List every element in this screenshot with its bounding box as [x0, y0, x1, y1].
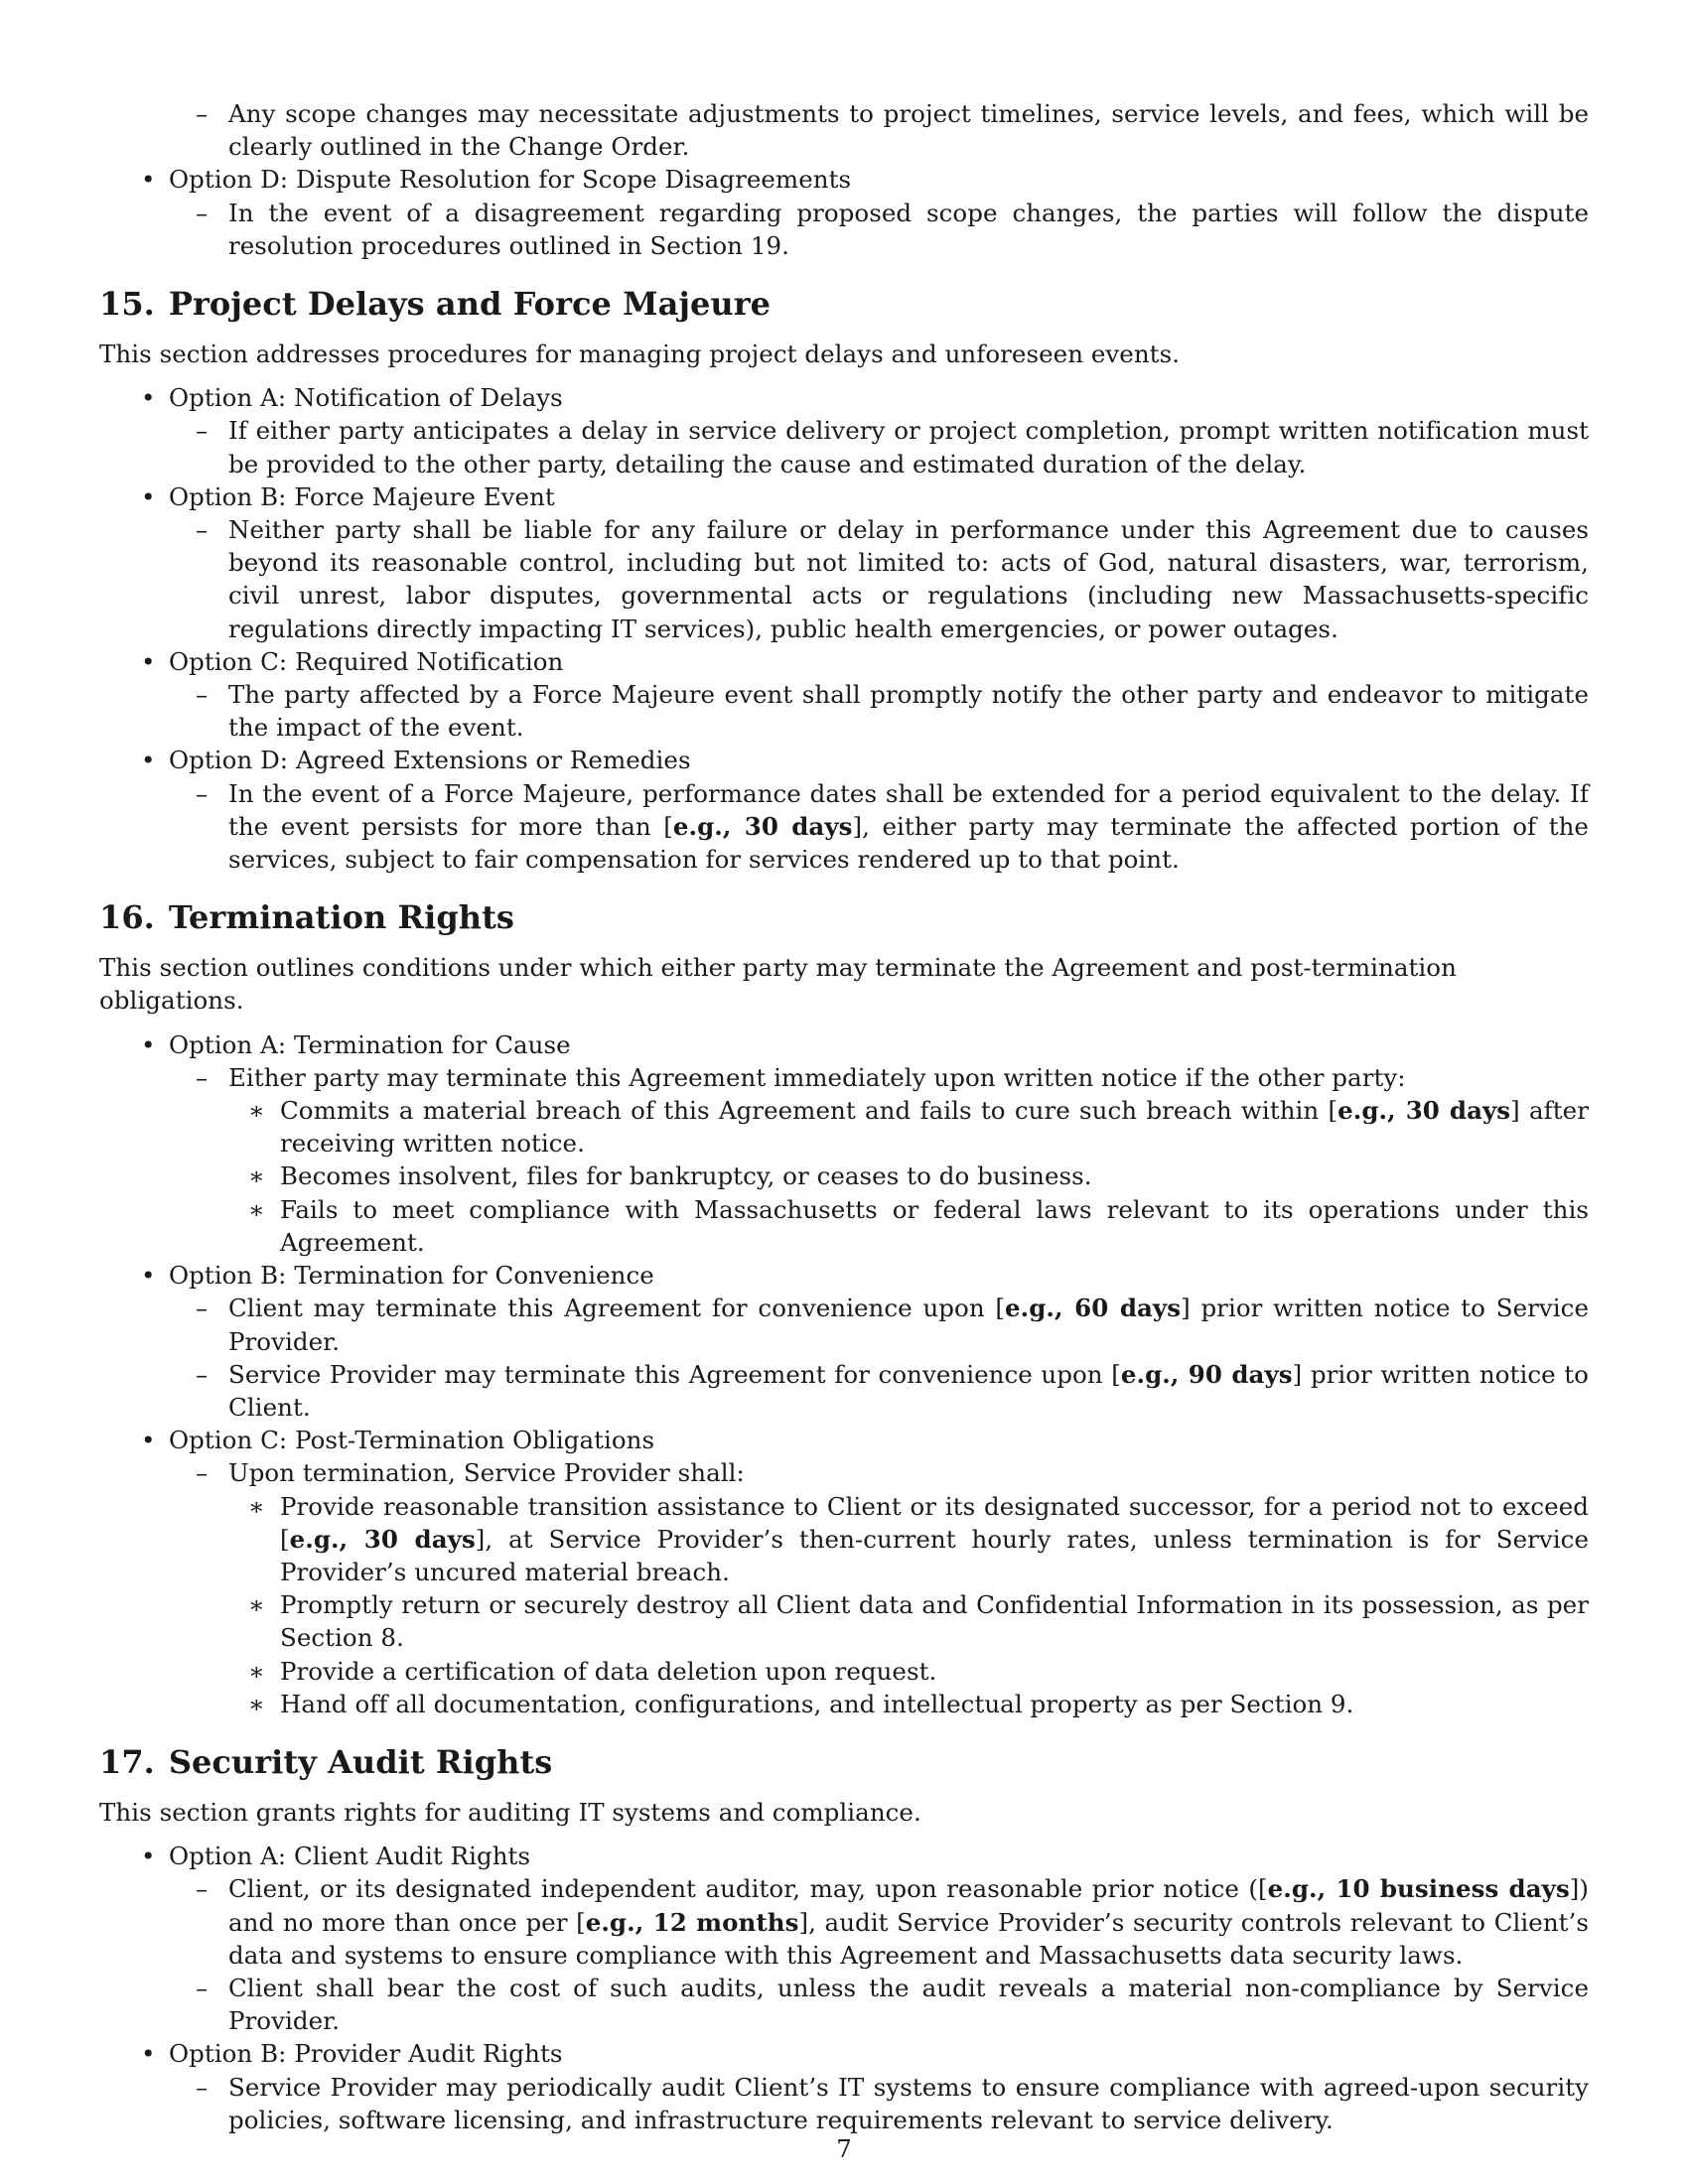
text-run: Provide a certification of data deletion upon request.: [280, 1656, 937, 1686]
item-text: [280, 1096, 1589, 1158]
dash-icon: –: [196, 680, 209, 710]
section-intro: This section outlines conditions under which either party may terminate the Agreement and post-termination obligations.: [99, 953, 1457, 1016]
asterisk-icon: ∗: [248, 1590, 265, 1620]
item-text: [280, 1690, 1353, 1718]
section-title: Project Delays and Force Majeure: [168, 285, 772, 324]
dash-icon: –: [196, 1062, 209, 1092]
item-text: [228, 199, 1589, 260]
text-run: In the event of a Force Majeure, performance dates shall be extended for a period equivalent to the delay. If the event persists for more than [: [228, 778, 1589, 841]
sub-item: [99, 1872, 1589, 1972]
text-run: Client shall bear the cost of such audits, unless the audit reveals a material non-compliance by Service Provider.: [228, 1973, 1589, 2036]
item-text: [280, 1195, 1589, 1257]
section-title: Security Audit Rights: [168, 1742, 553, 1781]
sub-sub-item: [99, 1490, 1589, 1589]
item-text: [169, 383, 563, 412]
option-item: [99, 480, 1589, 513]
text-run: Option B: Provider Audit Rights: [169, 2039, 563, 2069]
text-run: Any scope changes may necessitate adjustments to project timelines, service levels, and fees, which will be clearly outlined in the Change Order.: [228, 99, 1589, 162]
text-run: Option A: Client Audit Rights: [169, 1842, 531, 1871]
sub-sub-item: [99, 1655, 1589, 1688]
placeholder-value: e.g., 90 days: [1120, 1359, 1293, 1389]
item-text: [228, 680, 1589, 742]
dash-icon: –: [196, 1458, 209, 1488]
asterisk-icon: ∗: [248, 1161, 265, 1191]
text-run: Service Provider may periodically audit Client’s IT systems to ensure compliance with agreed-upon security policies, software licensing, and infrastructure requirements relevant to service delivery.: [228, 2072, 1589, 2134]
item-text: [228, 416, 1589, 478]
option-item: [99, 1028, 1589, 1061]
placeholder-value: e.g., 30 days: [289, 1524, 476, 1554]
sub-sub-item: [99, 1193, 1589, 1259]
item-text: [228, 1874, 1589, 1969]
section-heading: [99, 284, 1589, 324]
bullet-icon: •: [141, 746, 156, 775]
text-run: Option B: Termination for Convenience: [169, 1261, 654, 1291]
item-text: [280, 1161, 1092, 1190]
sub-item: [99, 2071, 1589, 2136]
dash-icon: –: [196, 1874, 209, 1904]
text-run: ] prior written notice to Client.: [228, 1359, 1589, 1422]
text-run: Service Provider may terminate this Agreement for convenience upon [: [228, 1359, 1121, 1389]
text-run: Upon termination, Service Provider shall:: [228, 1458, 745, 1488]
section-intro: This section addresses procedures for managing project delays and unforeseen events.: [99, 340, 1181, 369]
text-run: Promptly return or securely destroy all Client data and Confidential Information in its possession, as per Section 8.: [280, 1590, 1589, 1653]
text-run: Commits a material breach of this Agreement and fails to cure such breach within [: [280, 1096, 1338, 1126]
dash-icon: –: [196, 99, 209, 128]
placeholder-value: e.g., 10 business days: [1267, 1874, 1570, 1904]
sub-item: [99, 1358, 1589, 1424]
item-text: [169, 165, 851, 194]
sub-item: [99, 1972, 1589, 2037]
section-number: 16.: [99, 898, 155, 937]
item-text: [228, 2073, 1589, 2134]
item-text: [228, 1063, 1406, 1092]
item-text: [228, 1974, 1589, 2035]
section-number: 17.: [99, 1742, 155, 1781]
section: [99, 1742, 1589, 2136]
bullet-icon: •: [141, 2039, 156, 2069]
item-text: [228, 99, 1589, 161]
bullet-icon: •: [141, 1261, 156, 1291]
sub-sub-item: [99, 1094, 1589, 1160]
text-run: If either party anticipates a delay in service delivery or project completion, prompt written notification must be provided to the other party, detailing the cause and estimated duration of the delay.: [228, 416, 1589, 478]
sub-item: [99, 513, 1589, 645]
text-run: Option B: Force Majeure Event: [169, 481, 555, 511]
text-run: ]) and no more than once per [: [228, 1874, 1590, 1937]
sub-item: [99, 678, 1589, 744]
text-run: ], at Service Provider’s then-current hourly rates, unless termination is for Service Provider’s uncured material breach.: [280, 1524, 1589, 1586]
text-run: Option A: Termination for Cause: [169, 1029, 571, 1059]
text-run: In the event of a disagreement regarding proposed scope changes, the parties will follow the dispute resolution procedures outlined in Section 19.: [228, 198, 1589, 260]
text-run: Hand off all documentation, configurations, and intellectual property as per Section 9.: [280, 1689, 1354, 1718]
bullet-icon: •: [141, 646, 156, 676]
sub-sub-item: [99, 1588, 1589, 1654]
option-list: [99, 1028, 1589, 1720]
sub-sub-item: [99, 1688, 1589, 1720]
placeholder-value: e.g., 30 days: [1337, 1096, 1511, 1126]
section-intro: This section grants rights for auditing IT systems and compliance.: [99, 1797, 921, 1827]
text-run: The party affected by a Force Majeure event shall promptly notify the other party and endeavor to mitigate the impact of the event.: [228, 680, 1589, 743]
text-run: ] after receiving written notice.: [280, 1096, 1589, 1159]
text-run: Becomes insolvent, files for bankruptcy, or ceases to do business.: [280, 1161, 1092, 1191]
dash-icon: –: [196, 778, 209, 808]
item-text: [169, 1842, 530, 1870]
dash-icon: –: [196, 515, 209, 545]
asterisk-icon: ∗: [248, 1194, 265, 1224]
dash-icon: –: [196, 2072, 209, 2102]
asterisk-icon: ∗: [248, 1689, 265, 1718]
text-run: Option D: Dispute Resolution for Scope Disagreements: [169, 165, 852, 195]
placeholder-value: e.g., 12 months: [585, 1907, 799, 1937]
sub-item: [99, 97, 1589, 163]
item-text: [280, 1492, 1589, 1586]
bullet-icon: •: [141, 383, 156, 413]
bullet-icon: •: [141, 165, 156, 195]
item-text: [169, 647, 563, 676]
sections: [99, 284, 1589, 2136]
item-text: [169, 1426, 654, 1454]
option-item: [99, 163, 1589, 196]
asterisk-icon: ∗: [248, 1656, 265, 1686]
item-text: [228, 515, 1589, 643]
option-item: [99, 744, 1589, 776]
text-run: ], either party may terminate the affected portion of the services, subject to fair compensation for services rendered up to that point.: [228, 811, 1589, 875]
dash-icon: –: [196, 1294, 209, 1323]
item-text: [280, 1657, 936, 1686]
asterisk-icon: ∗: [248, 1096, 265, 1126]
option-item: [99, 1840, 1589, 1872]
sub-item: [99, 1292, 1589, 1357]
asterisk-icon: ∗: [248, 1491, 265, 1521]
text-run: Neither party shall be liable for any failure or delay in performance under this Agreement due to causes beyond its reasonable control, including but not limited to: acts of God, natural disasters, war, terrorism, civil unrest, labor disputes, governmental acts or regulations (including new Massachusetts-specific regulations directly impacting IT services), public health emergencies, or power outages.: [228, 515, 1589, 643]
bullet-icon: •: [141, 1842, 156, 1871]
option-list: [99, 381, 1589, 876]
sub-item: [99, 197, 1589, 262]
section: [99, 284, 1589, 876]
sub-item: [99, 777, 1589, 877]
sub-sub-item: [99, 1160, 1589, 1192]
item-text: [169, 2039, 562, 2068]
bullet-icon: •: [141, 1029, 156, 1059]
option-item: [99, 1424, 1589, 1456]
text-run: ], audit Service Provider’s security controls relevant to Client’s data and systems to ensure compliance with this Agreement and Massachusetts data security laws.: [228, 1907, 1590, 1970]
item-text: [228, 1458, 745, 1487]
section-heading: [99, 1742, 1589, 1782]
item-text: [228, 1360, 1589, 1422]
text-run: Option C: Post-Termination Obligations: [169, 1426, 655, 1455]
item-text: [169, 746, 691, 774]
dash-icon: –: [196, 1973, 209, 2002]
placeholder-value: e.g., 30 days: [672, 811, 853, 841]
page-number: 7: [836, 2134, 852, 2163]
item-text: [169, 1030, 571, 1059]
bullet-icon: •: [141, 1426, 156, 1455]
text-run: Client may terminate this Agreement for convenience upon [: [228, 1294, 1006, 1323]
dash-icon: –: [196, 416, 209, 446]
dash-icon: –: [196, 1359, 209, 1389]
section-heading: [99, 897, 1589, 937]
section-number: 15.: [99, 285, 155, 324]
continued-list: [99, 97, 1589, 262]
option-item: [99, 381, 1589, 414]
placeholder-value: e.g., 60 days: [1005, 1294, 1182, 1323]
sub-item: [99, 414, 1589, 479]
sub-item: [99, 1456, 1589, 1489]
option-list: [99, 1840, 1589, 2136]
text-run: Either party may terminate this Agreement immediately upon written notice if the other party:: [228, 1062, 1406, 1092]
item-text: [169, 482, 555, 511]
text-run: Provide reasonable transition assistance to Client or its designated successor, for a period not to exceed [: [280, 1491, 1589, 1554]
bullet-icon: •: [141, 481, 156, 511]
text-run: ] prior written notice to Service Provider.: [228, 1294, 1589, 1356]
text-run: Fails to meet compliance with Massachusetts or federal laws relevant to its operations under this Agreement.: [280, 1194, 1589, 1257]
option-item: [99, 645, 1589, 678]
item-text: [228, 779, 1589, 874]
dash-icon: –: [196, 198, 209, 227]
option-item: [99, 1259, 1589, 1292]
item-text: [169, 1261, 654, 1290]
option-item: [99, 2037, 1589, 2070]
section: [99, 897, 1589, 1720]
item-text: [228, 1294, 1589, 1355]
text-run: Option C: Required Notification: [169, 646, 564, 676]
text-run: Option A: Notification of Delays: [169, 383, 563, 413]
sub-item: [99, 1061, 1589, 1094]
page-content: [99, 97, 1589, 2136]
item-text: [280, 1590, 1589, 1652]
text-run: Client, or its designated independent auditor, may, upon reasonable prior notice ([: [228, 1874, 1268, 1904]
text-run: Option D: Agreed Extensions or Remedies: [169, 746, 691, 775]
section-title: Termination Rights: [168, 898, 514, 937]
